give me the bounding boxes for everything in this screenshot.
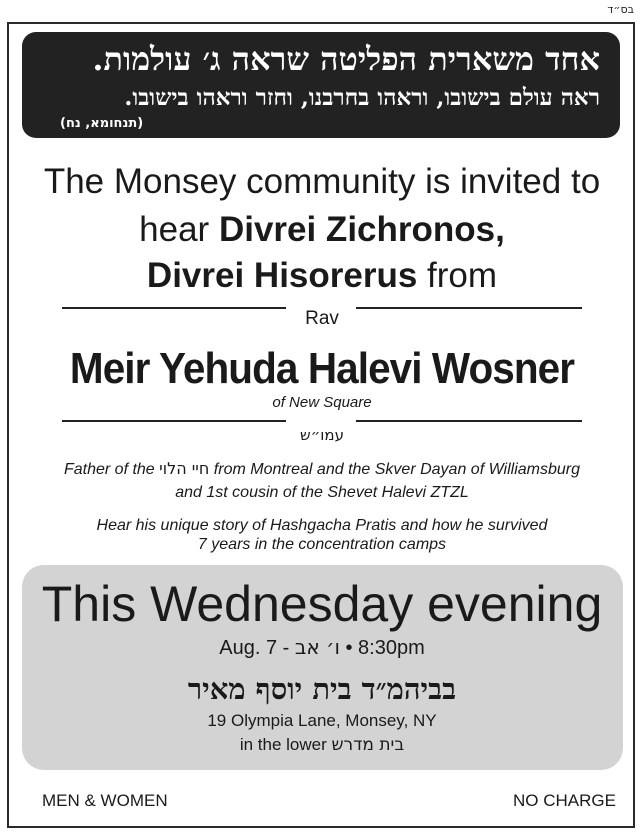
invite-hear: hear xyxy=(139,210,219,249)
rule-bottom-left xyxy=(62,420,286,422)
lower-hebrew: בית מדרש xyxy=(331,735,405,755)
quote-banner xyxy=(22,32,620,138)
father-pre: Father of the xyxy=(63,461,160,478)
story-line-1: Hear his unique story of Hashgacha Pratis and how he survived xyxy=(96,517,548,534)
speaker-title: Rav xyxy=(305,308,339,329)
banner-line-2: ראה עולם בישובו, וראהו בחרבנו, וחזר וראהו בישובו. xyxy=(124,84,600,111)
rule-bottom-right xyxy=(356,420,582,422)
invite-from: from xyxy=(417,256,498,295)
event-time: • 8:30pm xyxy=(339,637,425,659)
event-when: This Wednesday evening xyxy=(41,576,603,632)
bsd-mark: בס״ד xyxy=(607,3,634,16)
invite-line-1: The Monsey community is invited to xyxy=(43,162,601,201)
amush-label: עמו״ש xyxy=(300,426,344,444)
invite-line-3 xyxy=(0,254,644,298)
price-label: NO CHARGE xyxy=(513,791,616,810)
story-line-2: 7 years in the concentration camps xyxy=(197,536,447,553)
event-venue: בביהמ״ד בית יוסף מאיר xyxy=(187,672,457,706)
father-line xyxy=(0,459,644,479)
speaker-name: Meir Yehuda Halevi Wosner xyxy=(69,344,575,393)
event-date-en: Aug. 7 - xyxy=(219,637,295,659)
audience-label: MEN & WOMEN xyxy=(42,791,168,810)
event-date-line xyxy=(0,635,644,660)
banner-line-1: אחד משארית הפליטה שראה ג׳ עולמות. xyxy=(92,40,600,78)
cousin-line: and 1st cousin of the Shevet Halevi ZTZL xyxy=(175,484,469,501)
event-lower-line xyxy=(0,735,644,755)
divrei-zichronos: Divrei Zichronos, xyxy=(218,210,505,249)
event-address: 19 Olympia Lane, Monsey, NY xyxy=(207,711,437,730)
banner-source: (תנחומא, נח) xyxy=(60,116,144,131)
divrei-hisorerus: Divrei Hisorerus xyxy=(146,256,418,295)
event-date-hebrew: ו׳ אב xyxy=(294,635,340,659)
father-post: from Montreal and the Skver Dayan of Williamsburg xyxy=(209,461,581,478)
speaker-location: of New Square xyxy=(272,394,372,411)
father-hebrew: חיי הלוי xyxy=(159,459,210,478)
lower-pre: in the lower xyxy=(239,735,332,754)
invite-line-2 xyxy=(0,208,644,252)
